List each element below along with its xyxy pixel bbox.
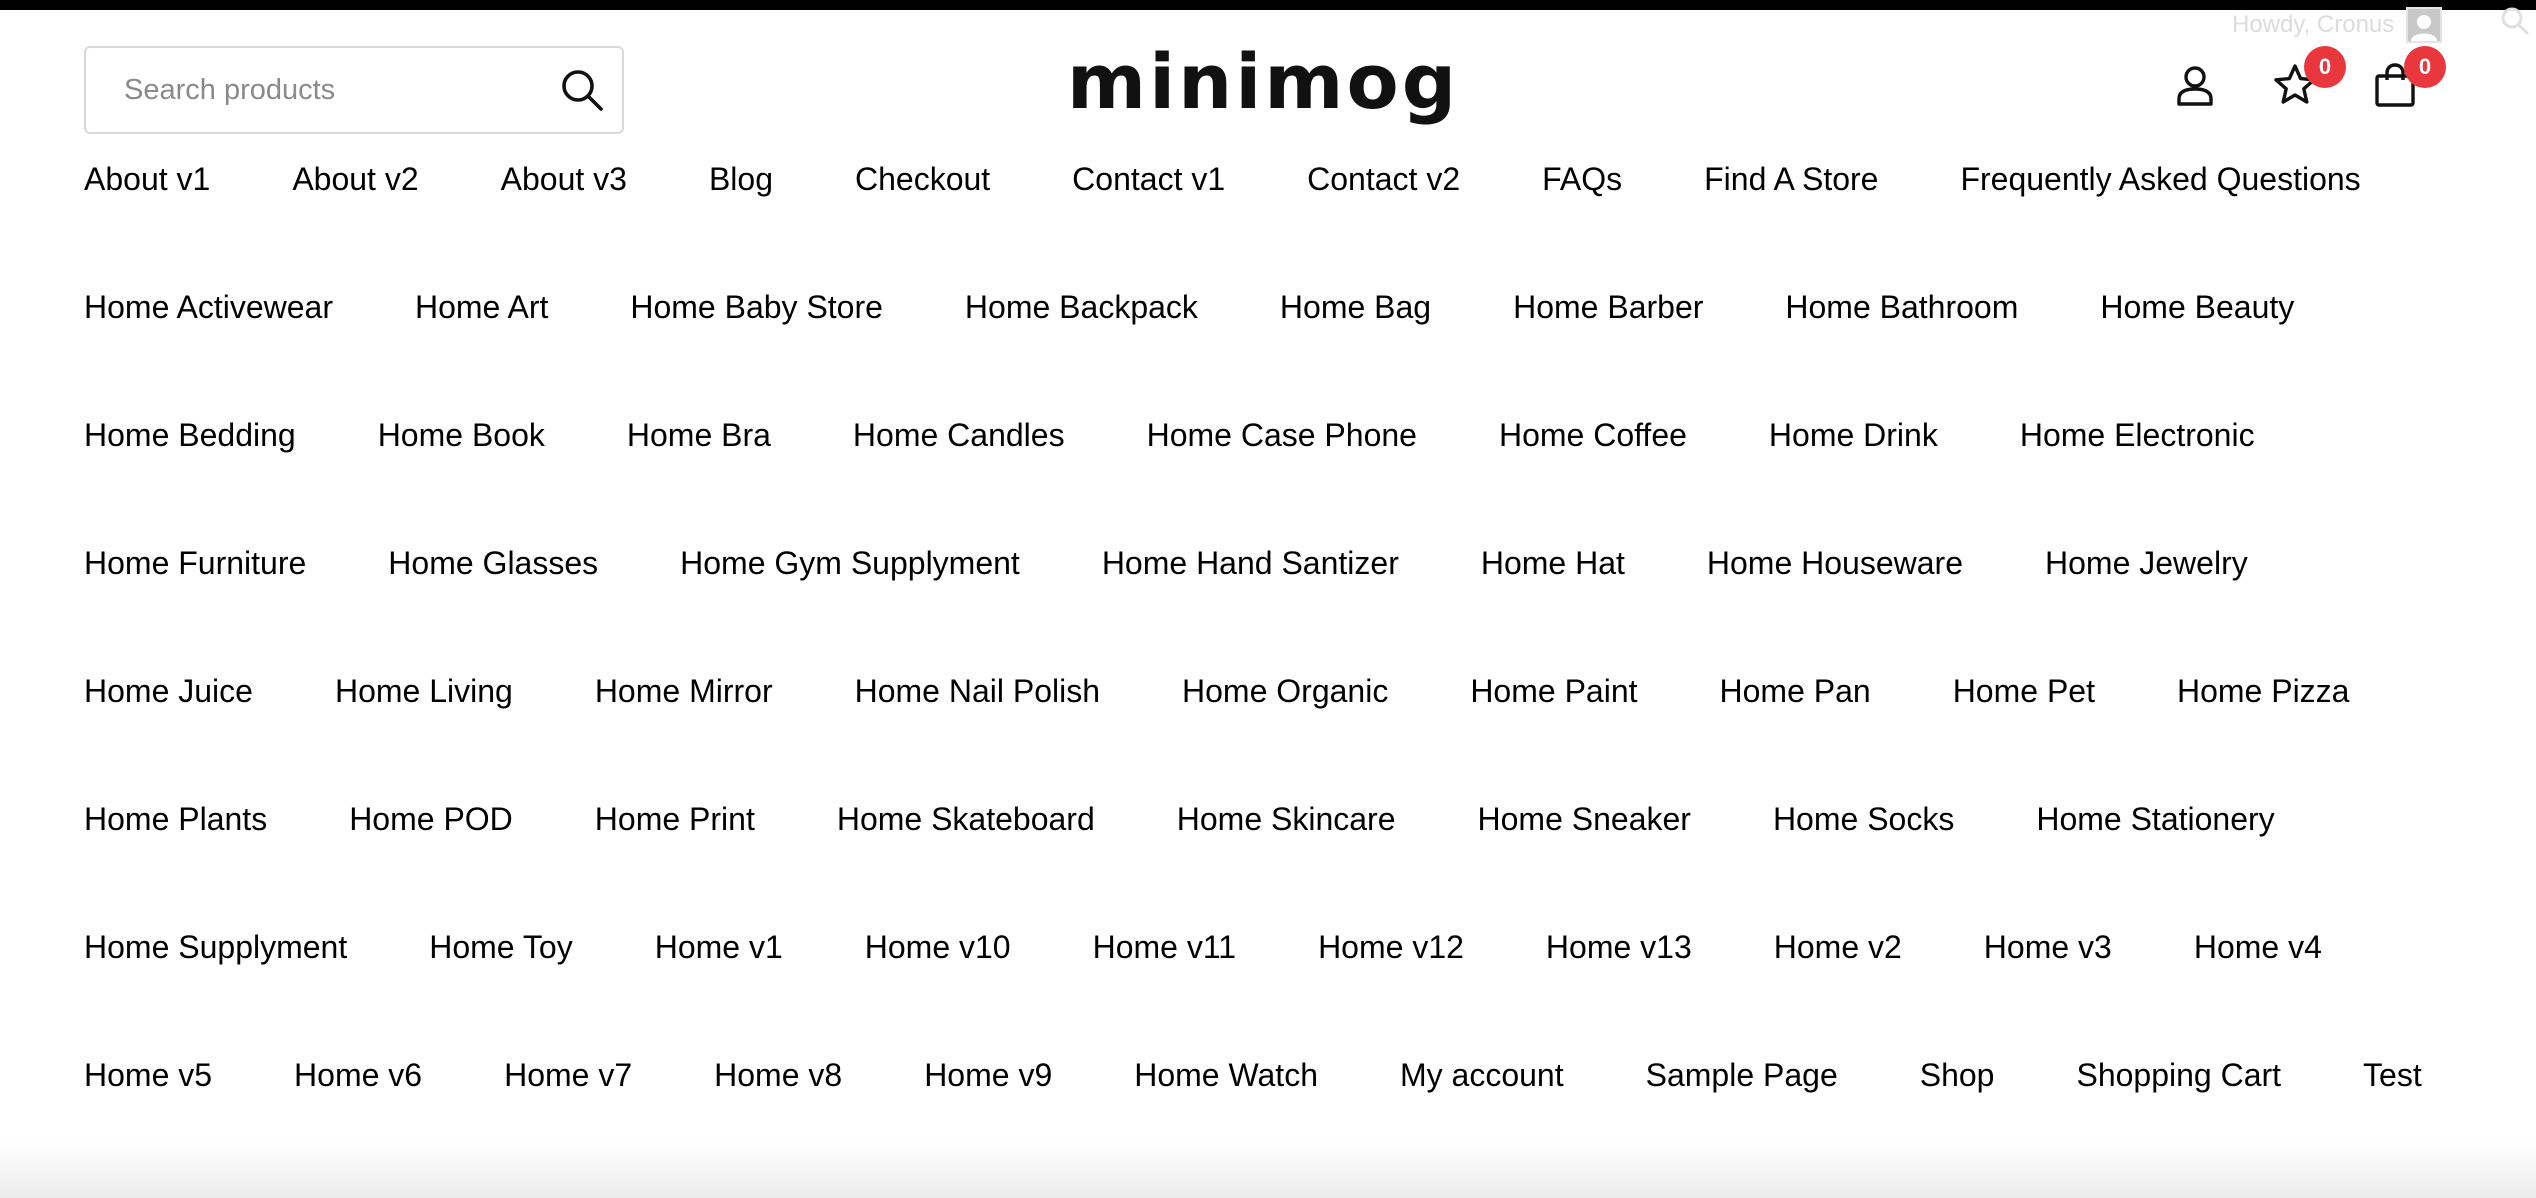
menu-item-home-v5[interactable]: Home v5 — [84, 1057, 213, 1093]
menu-item-home-v6[interactable]: Home v6 — [294, 1057, 423, 1093]
menu-item-home-skincare[interactable]: Home Skincare — [1176, 801, 1396, 837]
menu-item-home-hand-santizer[interactable]: Home Hand Santizer — [1101, 545, 1399, 581]
menu-item-shop[interactable]: Shop — [1919, 1057, 1995, 1093]
menu-item-home-gym-supplyment[interactable]: Home Gym Supplyment — [680, 545, 1020, 581]
menu-item-home-paint[interactable]: Home Paint — [1470, 673, 1638, 709]
menu-item-home-art[interactable]: Home Art — [414, 289, 549, 325]
menu-item-home-v4[interactable]: Home v4 — [2193, 929, 2322, 965]
menu-item-blog[interactable]: Blog — [708, 161, 773, 197]
menu-item-home-glasses[interactable]: Home Glasses — [388, 545, 599, 581]
search-button[interactable] — [542, 48, 622, 132]
account-button[interactable] — [2170, 60, 2220, 110]
menu-item-home-mirror[interactable]: Home Mirror — [594, 673, 773, 709]
search-input[interactable] — [122, 47, 542, 133]
menu-item-home-juice[interactable]: Home Juice — [84, 673, 253, 709]
menu-item-contact-v2[interactable]: Contact v2 — [1307, 161, 1461, 197]
menu-item-home-electronic[interactable]: Home Electronic — [2019, 417, 2255, 453]
menu-item-home-jewelry[interactable]: Home Jewelry — [2045, 545, 2248, 581]
menu-item-test[interactable]: Test — [2363, 1057, 2422, 1093]
menu-item-home-pizza[interactable]: Home Pizza — [2176, 673, 2350, 709]
menu-item-home-case-phone[interactable]: Home Case Phone — [1146, 417, 1417, 453]
menu-item-home-book[interactable]: Home Book — [377, 417, 545, 453]
menu-item-home-candles[interactable]: Home Candles — [852, 417, 1065, 453]
menu-row — [84, 288, 2464, 416]
menu-item-home-v10[interactable]: Home v10 — [864, 929, 1011, 965]
menu-item-home-skateboard[interactable]: Home Skateboard — [836, 801, 1095, 837]
menu-item-home-stationery[interactable]: Home Stationery — [2036, 801, 2275, 837]
menu-item-home-v8[interactable]: Home v8 — [714, 1057, 843, 1093]
menu-item-about-v3[interactable]: About v3 — [500, 161, 627, 197]
menu-item-home-v7[interactable]: Home v7 — [504, 1057, 633, 1093]
menu-item-home-socks[interactable]: Home Socks — [1772, 801, 1955, 837]
menu-item-home-v13[interactable]: Home v13 — [1545, 929, 1692, 965]
menu-row — [84, 160, 2464, 288]
menu-item-home-v2[interactable]: Home v2 — [1773, 929, 1902, 965]
menu-row — [84, 800, 2464, 928]
admin-howdy[interactable] — [2232, 8, 2442, 42]
menu-row — [84, 416, 2464, 544]
menu-item-my-account[interactable]: My account — [1399, 1057, 1564, 1093]
cart-count-badge: 0 — [2404, 46, 2446, 88]
menu-item-home-bedding[interactable]: Home Bedding — [84, 417, 296, 453]
menu-row — [84, 672, 2464, 800]
menu-item-home-watch[interactable]: Home Watch — [1134, 1057, 1318, 1093]
menu-item-home-activewear[interactable]: Home Activewear — [84, 289, 333, 325]
menu-item-home-supplyment[interactable]: Home Supplyment — [84, 929, 348, 965]
menu-item-home-pan[interactable]: Home Pan — [1719, 673, 1871, 709]
menu-item-find-a-store[interactable]: Find A Store — [1704, 161, 1879, 197]
menu-item-home-plants[interactable]: Home Plants — [84, 801, 268, 837]
menu-item-home-sneaker[interactable]: Home Sneaker — [1477, 801, 1691, 837]
admin-top-bar — [0, 0, 2536, 10]
menu-item-frequently-asked-questions[interactable]: Frequently Asked Questions — [1960, 161, 2361, 197]
howdy-text[interactable]: Howdy, Cronus — [2232, 11, 2395, 38]
menu-item-home-hat[interactable]: Home Hat — [1480, 545, 1625, 581]
menu-item-contact-v1[interactable]: Contact v1 — [1072, 161, 1226, 197]
menu-item-home-bag[interactable]: Home Bag — [1279, 289, 1432, 325]
admin-search-icon[interactable] — [2500, 6, 2530, 41]
menu-item-home-backpack[interactable]: Home Backpack — [964, 289, 1198, 325]
menu-item-home-print[interactable]: Home Print — [594, 801, 755, 837]
menu-item-home-organic[interactable]: Home Organic — [1182, 673, 1389, 709]
menu-item-home-drink[interactable]: Home Drink — [1768, 417, 1938, 453]
page-menu — [84, 160, 2464, 1184]
menu-item-home-v3[interactable]: Home v3 — [1983, 929, 2112, 965]
menu-item-home-furniture[interactable]: Home Furniture — [84, 545, 307, 581]
menu-item-home-toy[interactable]: Home Toy — [429, 929, 573, 965]
menu-item-home-v11[interactable]: Home v11 — [1092, 929, 1237, 965]
site-logo[interactable] — [1066, 37, 1460, 134]
menu-item-home-living[interactable]: Home Living — [334, 673, 513, 709]
menu-item-sample-page[interactable]: Sample Page — [1645, 1057, 1838, 1093]
user-icon — [2173, 63, 2217, 107]
content-edge-shadow — [0, 1140, 2536, 1198]
menu-item-home-beauty[interactable]: Home Beauty — [2100, 289, 2295, 325]
menu-item-home-v1[interactable]: Home v1 — [654, 929, 783, 965]
header-actions — [2170, 54, 2432, 110]
wishlist-button[interactable] — [2270, 54, 2332, 110]
menu-row — [84, 544, 2464, 672]
logo-text[interactable]: minimog — [1066, 37, 1460, 126]
menu-item-home-nail-polish[interactable]: Home Nail Polish — [854, 673, 1101, 709]
menu-item-checkout[interactable]: Checkout — [854, 161, 991, 197]
menu-item-about-v1[interactable]: About v1 — [84, 161, 211, 197]
menu-item-home-houseware[interactable]: Home Houseware — [1706, 545, 1963, 581]
menu-item-about-v2[interactable]: About v2 — [292, 161, 419, 197]
user-avatar-icon[interactable] — [2406, 7, 2442, 43]
wishlist-count-badge: 0 — [2304, 46, 2346, 88]
menu-item-home-baby-store[interactable]: Home Baby Store — [630, 289, 883, 325]
menu-item-home-bra[interactable]: Home Bra — [626, 417, 771, 453]
menu-item-home-v9[interactable]: Home v9 — [924, 1057, 1053, 1093]
menu-item-home-barber[interactable]: Home Barber — [1513, 289, 1704, 325]
menu-item-shopping-cart[interactable]: Shopping Cart — [2076, 1057, 2282, 1093]
search-form — [84, 46, 624, 134]
cart-button[interactable] — [2370, 54, 2432, 110]
menu-item-home-v12[interactable]: Home v12 — [1318, 929, 1464, 965]
menu-item-faqs[interactable]: FAQs — [1542, 161, 1623, 197]
menu-item-home-coffee[interactable]: Home Coffee — [1498, 417, 1687, 453]
menu-row — [84, 928, 2464, 1056]
menu-item-home-pod[interactable]: Home POD — [349, 801, 513, 837]
menu-item-home-pet[interactable]: Home Pet — [1952, 673, 2095, 709]
search-icon — [560, 68, 604, 112]
menu-item-home-bathroom[interactable]: Home Bathroom — [1785, 289, 2019, 325]
